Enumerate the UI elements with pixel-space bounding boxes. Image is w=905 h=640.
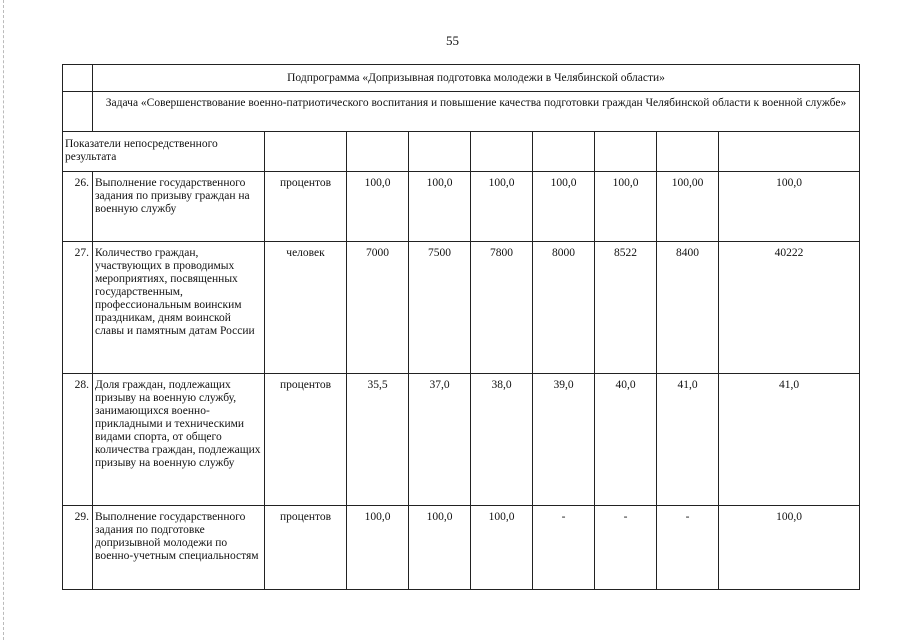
- empty-cell: [63, 92, 93, 132]
- row-number: 26.: [63, 172, 93, 242]
- row-value: 41,0: [657, 374, 719, 506]
- row-value: 37,0: [409, 374, 471, 506]
- empty-cell: [409, 132, 471, 172]
- row-value: 7800: [471, 242, 533, 374]
- row-unit: процентов: [265, 172, 347, 242]
- row-description: Выполнение государственного задания по призыву граждан на военную службу: [93, 172, 265, 242]
- subprogram-title: Подпрограмма «Допризывная подготовка молодежи в Челябинской области»: [93, 65, 860, 92]
- empty-cell: [265, 132, 347, 172]
- section-row: [63, 132, 860, 172]
- row-number: 27.: [63, 242, 93, 374]
- row-description: Выполнение государственного задания по подготовке допризывной молодежи по военно-учетным специальностям: [93, 506, 265, 590]
- row-value: 100,0: [347, 506, 409, 590]
- row-value: 100,0: [409, 506, 471, 590]
- row-unit: процентов: [265, 506, 347, 590]
- row-value: 100,0: [471, 172, 533, 242]
- row-value: 100,0: [471, 506, 533, 590]
- row-value: 8522: [595, 242, 657, 374]
- row-total: 100,0: [719, 172, 860, 242]
- empty-cell: [657, 132, 719, 172]
- row-value: 7000: [347, 242, 409, 374]
- table-row: [63, 242, 860, 374]
- section-label: Показатели непосредственного результата: [63, 132, 265, 172]
- row-value: 8400: [657, 242, 719, 374]
- empty-cell: [471, 132, 533, 172]
- row-value: 39,0: [533, 374, 595, 506]
- row-value: 100,0: [595, 172, 657, 242]
- subprogram-row: [63, 65, 860, 92]
- empty-cell: [595, 132, 657, 172]
- task-row: [63, 92, 860, 132]
- empty-cell: [533, 132, 595, 172]
- row-value: 40,0: [595, 374, 657, 506]
- row-number: 28.: [63, 374, 93, 506]
- row-number: 29.: [63, 506, 93, 590]
- row-description: Количество граждан, участвующих в проводимых мероприятиях, посвященных государственным, профессиональным воинским праздникам, дням воинской славы и памятным датам России: [93, 242, 265, 374]
- row-value: -: [657, 506, 719, 590]
- row-total: 100,0: [719, 506, 860, 590]
- row-value: 100,0: [409, 172, 471, 242]
- row-unit: человек: [265, 242, 347, 374]
- indicators-table: [62, 64, 860, 590]
- page-left-edge: [3, 0, 4, 640]
- row-total: 40222: [719, 242, 860, 374]
- row-value: -: [595, 506, 657, 590]
- empty-cell: [719, 132, 860, 172]
- row-value: -: [533, 506, 595, 590]
- row-value: 35,5: [347, 374, 409, 506]
- task-title: Задача «Совершенствование военно-патриотического воспитания и повышение качества подготовки граждан Челябинской области к военной службе»: [93, 92, 860, 132]
- row-value: 100,00: [657, 172, 719, 242]
- row-value: 100,0: [347, 172, 409, 242]
- empty-cell: [63, 65, 93, 92]
- table-row: [63, 506, 860, 590]
- row-value: 100,0: [533, 172, 595, 242]
- row-unit: процентов: [265, 374, 347, 506]
- row-total: 41,0: [719, 374, 860, 506]
- row-value: 38,0: [471, 374, 533, 506]
- row-description: Доля граждан, подлежащих призыву на военную службу, занимающихся военно-прикладными и техническими видами спорта, от общего количества граждан, подлежащих призыву на военную службу: [93, 374, 265, 506]
- empty-cell: [347, 132, 409, 172]
- table-row: [63, 374, 860, 506]
- table-row: [63, 172, 860, 242]
- row-value: 8000: [533, 242, 595, 374]
- row-value: 7500: [409, 242, 471, 374]
- page-number: 55: [446, 33, 459, 48]
